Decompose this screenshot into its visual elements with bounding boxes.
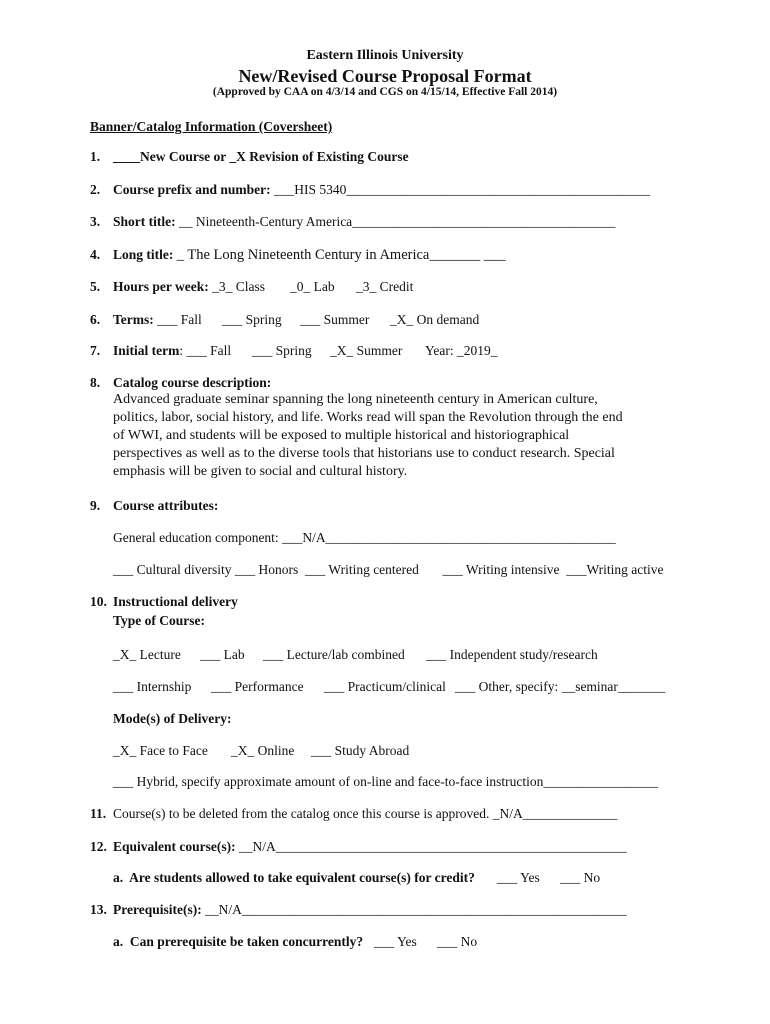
credit-hours-value: _3_ <box>356 279 377 294</box>
item-number: 12. <box>90 839 107 854</box>
class-hours-value: _3_ <box>212 279 233 294</box>
summer-label: Summer <box>353 343 403 358</box>
equivalent-yes: ___ Yes <box>497 870 540 885</box>
hours-label: Hours per week: <box>113 279 213 294</box>
item-number: 4. <box>90 247 101 262</box>
item-number: 9. <box>90 498 101 513</box>
instructional-delivery-label: Instructional delivery <box>113 594 238 609</box>
item-13-line <box>113 901 627 919</box>
year-label: Year: <box>425 343 458 358</box>
on-demand-mark: _X_ <box>390 312 414 327</box>
lecture-mark: _X_ <box>113 647 137 662</box>
equivalent-courses-value: __N/A____________________________________________________ <box>239 839 627 854</box>
summer-mark: _X_ <box>330 343 354 358</box>
item-number: 6. <box>90 312 101 327</box>
section-title: Banner/Catalog Information (Coversheet) <box>90 119 333 134</box>
online-label: Online <box>254 743 295 758</box>
concurrent-yes: ___ Yes <box>374 934 417 949</box>
on-demand-label: On demand <box>413 312 480 327</box>
prerequisite-concurrent-question: a. Can prerequisite be taken concurrently? <box>113 934 364 949</box>
short-title-label: Short title: <box>113 214 179 229</box>
lab-hours-value: _0_ <box>290 279 311 294</box>
lab-hours <box>290 278 335 296</box>
description-line: emphasis will be given to social and cultural history. <box>113 464 408 479</box>
other-value: __seminar_______ <box>561 679 666 694</box>
long-title-label: Long title: <box>113 247 177 262</box>
course-attributes-label: Course attributes: <box>113 498 219 513</box>
type-practicum: ___ Practicum/clinical <box>324 679 446 694</box>
item-number: 8. <box>90 375 101 390</box>
deleted-courses-value: _N/A______________ <box>492 806 618 821</box>
credit-hours-label: Credit <box>376 279 414 294</box>
course-prefix-label: Course prefix and number: <box>113 182 275 197</box>
prerequisites-label: Prerequisite(s): <box>113 902 206 917</box>
description-line: of WWI, and students will be exposed to multiple historical and historiographical <box>113 428 570 443</box>
description-line: perspectives as well as to the diverse tools that historians use to conduct research. Special <box>113 446 615 461</box>
course-prefix-value: ___HIS 5340_____________________________________________ <box>274 182 651 197</box>
face-to-face-label: Face to Face <box>136 743 208 758</box>
blank-field: ____ <box>113 149 140 164</box>
mode-face-to-face <box>113 742 208 760</box>
gen-ed-value: ___N/A___________________________________________ <box>282 530 616 545</box>
deleted-courses-label: Course(s) to be deleted from the catalog once this course is approved. <box>113 806 493 821</box>
term-on-demand <box>390 311 479 329</box>
face-to-face-mark: _X_ <box>113 743 137 758</box>
item-number: 11. <box>90 806 107 821</box>
catalog-description <box>113 391 673 481</box>
gen-ed-line <box>113 529 616 547</box>
item-number: 5. <box>90 279 101 294</box>
item-number: 10. <box>90 594 107 609</box>
form-title: New/Revised Course Proposal Format <box>238 66 532 86</box>
modes-of-delivery-label: Mode(s) of Delivery: <box>113 711 232 726</box>
terms-label: Terms: <box>113 312 158 327</box>
university-name: Eastern Illinois University <box>306 48 464 63</box>
item-number: 7. <box>90 343 101 358</box>
type-lab: ___ Lab <box>200 647 245 662</box>
type-other <box>455 678 665 696</box>
item-6-line <box>113 311 202 329</box>
prerequisites-value: __N/A_________________________________________________________ <box>205 902 627 917</box>
item-7-line <box>113 342 231 360</box>
item-number: 1. <box>90 149 101 164</box>
initial-year <box>425 342 498 360</box>
credit-hours <box>356 278 413 296</box>
item-4-line <box>113 246 506 264</box>
type-of-course-label: Type of Course: <box>113 613 205 628</box>
item-12-line <box>113 838 627 856</box>
term-spring: ___ Spring <box>222 312 282 327</box>
revision-mark: _X <box>229 149 246 164</box>
class-hours-label: Class <box>232 279 266 294</box>
item-1-line <box>113 148 409 166</box>
mode-hybrid: ___ Hybrid, specify approximate amount of on-line and face-to-face instruction_________________ <box>113 774 659 789</box>
equivalent-credit-question: a. Are students allowed to take equivalent course(s) for credit? <box>113 870 475 885</box>
initial-spring: ___ Spring <box>252 343 312 358</box>
item-11-line <box>113 805 617 823</box>
type-performance: ___ Performance <box>211 679 304 694</box>
attribute-options: ___ Cultural diversity ___ Honors ___ Writing centered ___ Writing intensive ___Writing active <box>113 562 664 577</box>
initial-term-label: Initial term <box>113 343 180 358</box>
initial-fall: ___ Fall <box>186 343 232 358</box>
lecture-label: Lecture <box>136 647 181 662</box>
item-number: 2. <box>90 182 101 197</box>
initial-term-colon: : <box>179 343 187 358</box>
item-number: 3. <box>90 214 101 229</box>
lab-hours-label: Lab <box>310 279 335 294</box>
equivalent-no: ___ No <box>560 870 601 885</box>
equivalent-courses-label: Equivalent course(s): <box>113 839 239 854</box>
description-line: politics, labor, social history, and life. Works read will span the Revolution through the end <box>113 410 623 425</box>
term-summer: ___ Summer <box>300 312 370 327</box>
term-fall: ___ Fall <box>157 312 202 327</box>
initial-summer <box>330 342 402 360</box>
item-2-line <box>113 181 650 199</box>
type-independent-study: ___ Independent study/research <box>426 647 598 662</box>
online-mark: _X_ <box>231 743 255 758</box>
item-5-line <box>113 278 265 296</box>
concurrent-no: ___ No <box>437 934 478 949</box>
catalog-description-label: Catalog course description: <box>113 375 272 390</box>
item-number: 13. <box>90 902 107 917</box>
year-value: _2019_ <box>457 343 498 358</box>
gen-ed-label: General education component: <box>113 530 283 545</box>
description-line: Advanced graduate seminar spanning the long nineteenth century in American culture, <box>113 392 598 407</box>
long-title-value: _ The Long Nineteenth Century in America_______ ___ <box>176 247 506 263</box>
mode-study-abroad: ___ Study Abroad <box>311 743 410 758</box>
revision-label: Revision of Existing Course <box>245 149 409 164</box>
other-label: ___ Other, specify: <box>455 679 562 694</box>
mode-online <box>231 742 294 760</box>
item-3-line <box>113 213 615 231</box>
approval-note: (Approved by CAA on 4/3/14 and CGS on 4/15/14, Effective Fall 2014) <box>212 86 558 98</box>
type-lecture <box>113 646 181 664</box>
type-internship: ___ Internship <box>113 679 192 694</box>
type-lecture-lab: ___ Lecture/lab combined <box>263 647 405 662</box>
short-title-value: __ Nineteenth-Century America_______________________________________ <box>178 214 616 229</box>
new-course-label: New Course or <box>140 149 230 164</box>
